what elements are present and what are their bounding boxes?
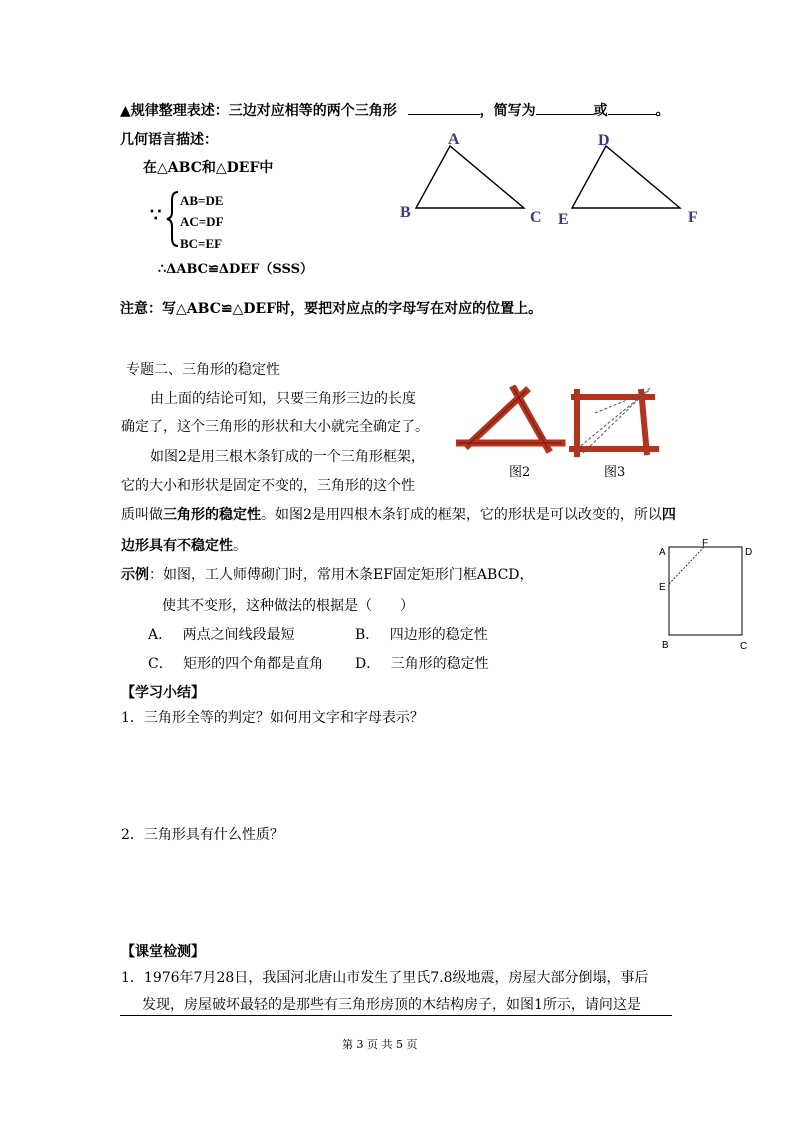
summary-q1: 1．三角形全等的判定？如何用文字和字母表示？ (121, 710, 424, 726)
topic2-p2-line1: 如图2是用三根木条钉成的一个三角形框架， (150, 449, 425, 465)
p2-line3-a: 质叫做 (121, 507, 163, 523)
topic2-p2-line2: 它的大小和形状是固定不变的，三角形的这个性 (121, 478, 415, 494)
option-a-letter: A． (148, 627, 173, 643)
check-q1-line2: 发现，房屋破坏最轻的是那些有三角形房顶的木结构房子，如图1所示，请问这是 (142, 997, 641, 1013)
summary-title: 【学习小结】 (121, 685, 205, 701)
rule-prefix: ▲规律整理表述：三边对应相等的两个三角形 (120, 103, 397, 119)
door-label-c: C (740, 641, 748, 652)
figure-2-triangle-frame (456, 385, 566, 455)
label-d: D (598, 132, 610, 149)
option-d-letter: D． (355, 656, 381, 672)
topic2-p1-line2: 确定了，这个三角形的形状和大小就完全确定了。 (121, 419, 429, 435)
example-label: 示例 (121, 567, 149, 583)
topic2-p2-line3 (121, 506, 676, 524)
p2-line4: 边形具有不稳定性 (121, 538, 233, 554)
example-line2: 使其不变形，这种做法的根据是（ ） (162, 598, 414, 614)
p2-line3-c: 。如图2是用四根木条钉成的框架，它的形状是可以改变的，所以 (261, 507, 662, 523)
blank-2[interactable] (536, 100, 594, 115)
page-footer: 第 3 页 共 5 页 (342, 1038, 418, 1051)
topic2-p2-line4 (121, 537, 247, 555)
option-c[interactable] (148, 655, 323, 673)
label-b: B (400, 204, 411, 221)
option-a-text: 两点之间线段最短 (182, 627, 295, 643)
label-c: C (530, 209, 542, 226)
because-symbol: ∵ (150, 205, 162, 226)
door-label-a: A (659, 547, 666, 558)
check-title: 【课堂检测】 (121, 944, 205, 960)
triangles-figure (390, 130, 710, 230)
topic2-title-text: 专题二、三角形的稳定性 (126, 362, 280, 378)
summary-q2: 2．三角形具有什么性质？ (121, 827, 284, 843)
figure-3-caption: 图3 (604, 465, 626, 480)
example-line1 (121, 566, 534, 584)
label-e: E (558, 211, 569, 228)
triangle-abc (416, 146, 524, 208)
option-b[interactable] (355, 626, 488, 644)
topic2-p1-line1: 由上面的结论可知，只要三角形三边的长度 (150, 391, 416, 407)
topic2-title (126, 361, 280, 379)
door-label-b: B (662, 640, 669, 651)
label-a: A (448, 131, 460, 148)
option-b-text: 四边形的稳定性 (389, 627, 488, 643)
door-label-d: D (745, 547, 753, 558)
option-c-letter: C． (148, 656, 173, 672)
rule-mid: ，简写为 (479, 103, 536, 119)
figure-2-caption: 图2 (509, 465, 531, 480)
conclusion: ∴ΔABC≌ΔDEF（SSS） (158, 262, 314, 277)
footer-rule (120, 1015, 672, 1016)
option-c-text: 矩形的四个角都是直角 (183, 656, 324, 672)
p2-line4-end: 。 (233, 538, 247, 554)
door-label-e: E (659, 582, 666, 593)
condition-bc-ef: BC=EF (180, 236, 223, 251)
example-text: ：如图，工人师傅砌门时，常用木条EF固定矩形门框ABCD， (149, 567, 534, 583)
p2-line3-b: 三角形的稳定性 (163, 507, 261, 523)
option-a[interactable] (148, 626, 295, 644)
blank-3[interactable] (608, 100, 656, 115)
geo-intro: 在△ABC和△DEF中 (143, 160, 274, 176)
door-label-f: F (702, 538, 709, 549)
blank-1[interactable] (408, 100, 480, 115)
label-f: F (688, 209, 698, 226)
note: 注意：写△ABC≌△DEF时，要把对应点的字母写在对应的位置上。 (120, 301, 543, 317)
rule-end: 。 (655, 103, 670, 119)
p2-line3-d: 四 (661, 507, 676, 523)
check-q1-line1: 1．1976年7月28日，我国河北唐山市发生了里氏7.8级地震，房屋大部分倒塌，事后 (121, 970, 649, 986)
rule-or: 或 (593, 103, 608, 119)
condition-ab-de: AB=DE (180, 193, 224, 208)
figure-3-quad-frame (565, 383, 665, 465)
geo-heading: 几何语言描述： (120, 132, 218, 148)
option-d-text: 三角形的稳定性 (390, 656, 489, 672)
brace (166, 190, 180, 248)
triangle-def (572, 146, 680, 208)
option-b-letter: B． (355, 627, 380, 643)
rule-statement (120, 100, 670, 120)
option-d[interactable] (355, 655, 489, 673)
condition-ac-df: AC=DF (180, 214, 224, 229)
